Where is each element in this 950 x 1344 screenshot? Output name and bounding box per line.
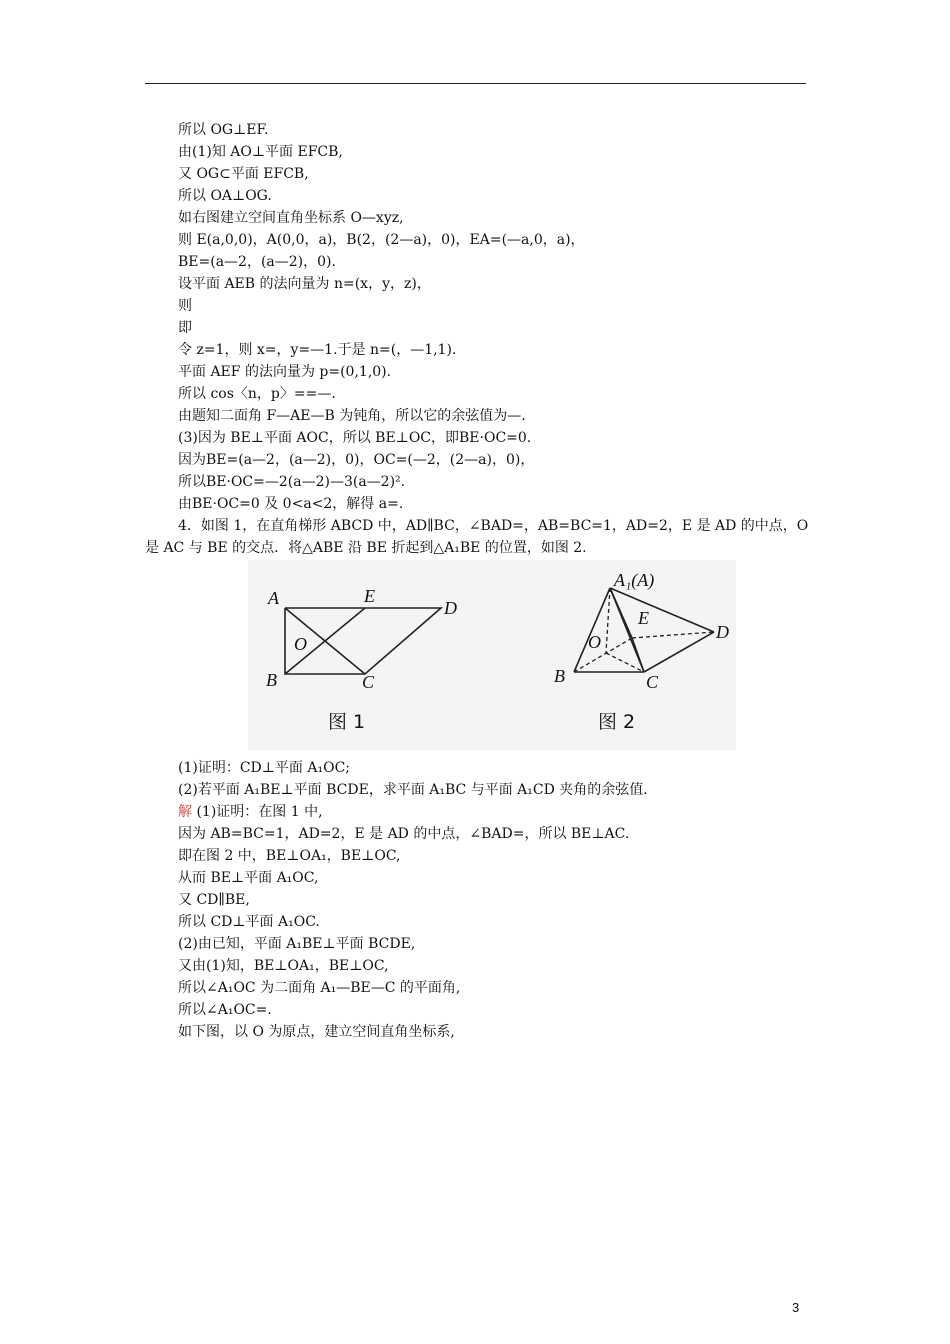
figure1-drawing	[285, 608, 441, 674]
fig2-label-a1: A₁(A)	[614, 570, 655, 590]
text-line: 即在图 2 中，BE⊥OA₁，BE⊥OC,	[178, 848, 401, 864]
fig1-label-d: D	[444, 598, 457, 618]
page-number: 3	[792, 1300, 800, 1315]
text-line: 由BE·OC=0 及 0<a<2，解得 a=.	[178, 496, 404, 512]
text-line: 又由(1)知，BE⊥OA₁，BE⊥OC,	[178, 958, 389, 974]
text-line: 设平面 AEB 的法向量为 n=(x，y，z)，	[178, 276, 431, 292]
figure2-hidden-edges	[574, 588, 714, 672]
text-line: 即	[178, 320, 192, 336]
text-line: 如下图，以 O 为原点，建立空间直角坐标系,	[178, 1024, 455, 1040]
text-line: 所以∠A₁OC=.	[178, 1002, 272, 1018]
text-line: 所以BE·OC=—2(a—2)—3(a—2)².	[178, 474, 406, 490]
fig1-label-a: A	[268, 588, 279, 608]
fig1-label-e: E	[364, 586, 375, 606]
fig2-label-c: C	[646, 672, 659, 692]
text-line: BE=(a—2，(a—2)，0).	[178, 254, 336, 270]
text-line: 所以 OG⊥EF.	[178, 122, 269, 138]
text-line: 所以 cos〈n，p〉==—.	[178, 386, 336, 402]
text-line: 所以 OA⊥OG.	[178, 188, 272, 204]
text-line: 从而 BE⊥平面 A₁OC,	[178, 870, 319, 886]
figure2-caption: 图 2	[598, 711, 636, 733]
solution-first-line: (1)证明：在图 1 中,	[192, 804, 323, 820]
text-line: 所以∠A₁OC 为二面角 A₁—BE—C 的平面角,	[178, 980, 461, 996]
header-rule	[145, 83, 806, 84]
text-line: 由题知二面角 F—AE—B 为钝角，所以它的余弦值为—.	[178, 408, 526, 424]
fig2-label-e: E	[638, 608, 649, 628]
fig2-label-b: B	[554, 666, 565, 686]
geometry-figures	[248, 560, 736, 750]
text-line: 平面 AEF 的法向量为 p=(0,1,0).	[178, 364, 392, 380]
solution-label: 解	[178, 804, 192, 820]
question-2: (2)若平面 A₁BE⊥平面 BCDE，求平面 A₁BC 与平面 A₁CD 夹角的余弦值.	[178, 782, 648, 798]
figure-panel	[248, 560, 736, 750]
text-line: 所以 CD⊥平面 A₁OC.	[178, 914, 320, 930]
solution-start	[178, 802, 323, 823]
text-line: 则 E(a,0,0)，A(0,0，a)，B(2，(2—a)，0)，EA=(—a,0，a)，	[178, 232, 585, 248]
problem-statement-cont: 是 AC 与 BE 的交点．将△ABE 沿 BE 折起到△A₁BE 的位置，如图 2.	[145, 540, 587, 556]
question-1: (1)证明：CD⊥平面 A₁OC;	[178, 760, 351, 776]
text-line: 则	[178, 298, 192, 314]
text-line: 由(1)知 AO⊥平面 EFCB,	[178, 144, 343, 160]
text-line: 令 z=1，则 x=，y=—1.于是 n=(，—1,1).	[178, 342, 457, 358]
text-line: 因为 AB=BC=1，AD=2，E 是 AD 的中点，∠BAD=，所以 BE⊥AC.	[178, 826, 630, 842]
text-line: (2)由已知，平面 A₁BE⊥平面 BCDE,	[178, 936, 416, 952]
text-line: (3)因为 BE⊥平面 AOC，所以 BE⊥OC，即BE·OC=0.	[178, 430, 532, 446]
figure1-caption: 图 1	[328, 711, 366, 733]
text-line: 如右图建立空间直角坐标系 O—xyz,	[178, 210, 404, 226]
text-line: 又 CD∥BE,	[178, 892, 250, 908]
fig2-label-o: O	[588, 632, 601, 652]
text-line: 因为BE=(a—2，(a—2)，0)，OC=(—2，(2—a)，0)，	[178, 452, 535, 468]
fig1-label-c: C	[362, 672, 375, 692]
fig1-label-o: O	[294, 634, 307, 654]
fig1-label-b: B	[266, 670, 277, 690]
problem-statement: 4．如图 1，在直角梯形 ABCD 中，AD∥BC，∠BAD=，AB=BC=1，AD=2，E 是 AD 的中点，O	[178, 518, 809, 534]
fig2-label-d: D	[716, 622, 729, 642]
text-line: 又 OG⊂平面 EFCB,	[178, 166, 309, 182]
